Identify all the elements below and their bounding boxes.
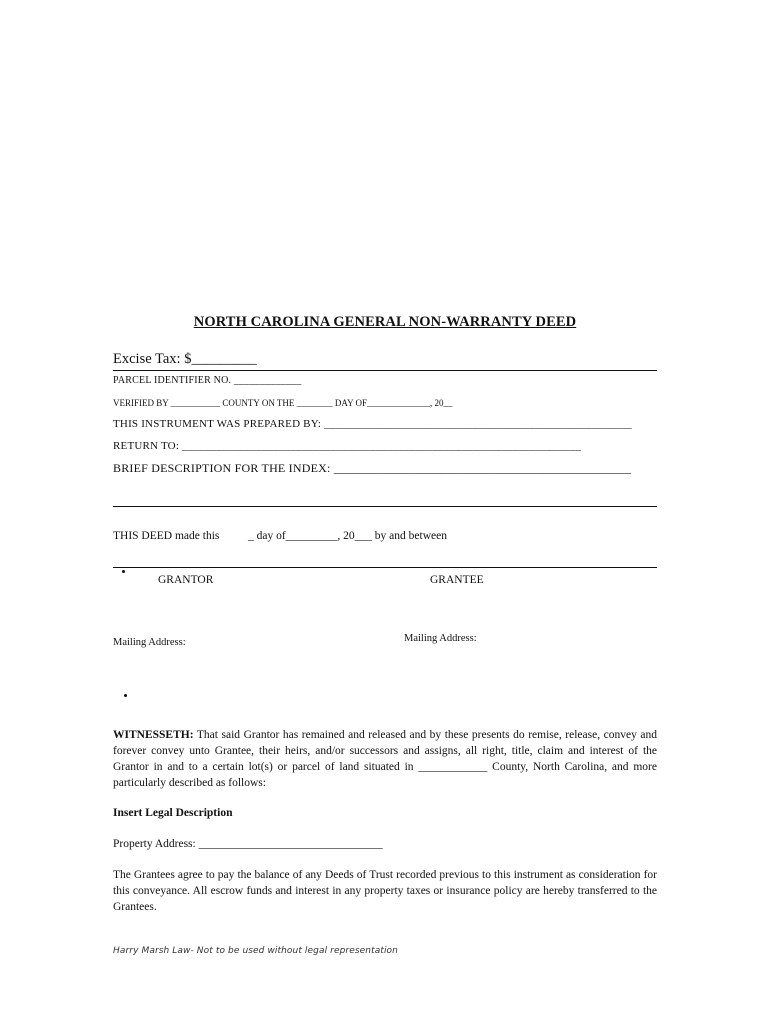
grantee-label: GRANTEE: [430, 574, 484, 586]
return-to-line: RETURN TO: ______________________________________________________________________: [113, 440, 582, 452]
grantor-label: GRANTOR: [158, 574, 214, 586]
brief-description-line: BRIEF DESCRIPTION FOR THE INDEX: ________________________________________________: [113, 461, 632, 475]
grantor-mailing-address-label: Mailing Address:: [113, 637, 186, 648]
parties-divider: [113, 567, 657, 568]
property-address-line: Property Address: ________________________________: [113, 838, 383, 850]
witnesseth-label: WITNESSETH:: [113, 729, 194, 741]
witnesseth-paragraph: [113, 727, 657, 791]
document-title: NORTH CAROLINA GENERAL NON-WARRANTY DEED: [193, 314, 577, 330]
deed-day-of: _ day of_________, 20___ by and between: [248, 530, 447, 542]
verified-by-line: VERIFIED BY ___________ COUNTY ON THE ________ DAY OF______________, 20__: [113, 398, 453, 408]
parcel-identifier-line: PARCEL IDENTIFIER NO. _____________: [113, 375, 302, 386]
excise-tax-line: Excise Tax: $_________: [113, 351, 257, 367]
prepared-by-line: THIS INSTRUMENT WAS PREPARED BY: ______________________________________________________: [113, 418, 632, 430]
grantees-agree-paragraph: The Grantees agree to pay the balance of any Deeds of Trust recorded previous to this instrument as consideration for this conveyance. All escrow funds and interest in any property taxes or insurance policy are hereby transferred to the Grantees.: [113, 869, 657, 913]
witnesseth-text: That said Grantor has remained and released and by these presents do remise, release, convey and forever convey unto Grantee, their heirs, and/or successors and assigns, all right, title, claim and interest of the Grantor in and to a certain lot(s) or parcel of land situated in ____________ County, North Carolina, and more particularly described as follows:: [113, 729, 657, 789]
description-divider: [113, 506, 657, 507]
deed-made-this: THIS DEED made this: [113, 530, 220, 542]
bullet-mark: [124, 694, 127, 697]
footer-disclaimer: Harry Marsh Law- Not to be used without legal representation: [113, 946, 398, 956]
header-divider: [113, 370, 657, 371]
bullet-mark: [122, 570, 125, 573]
grantee-mailing-address-label: Mailing Address:: [404, 633, 477, 644]
legal-description-heading: Insert Legal Description: [113, 807, 233, 819]
